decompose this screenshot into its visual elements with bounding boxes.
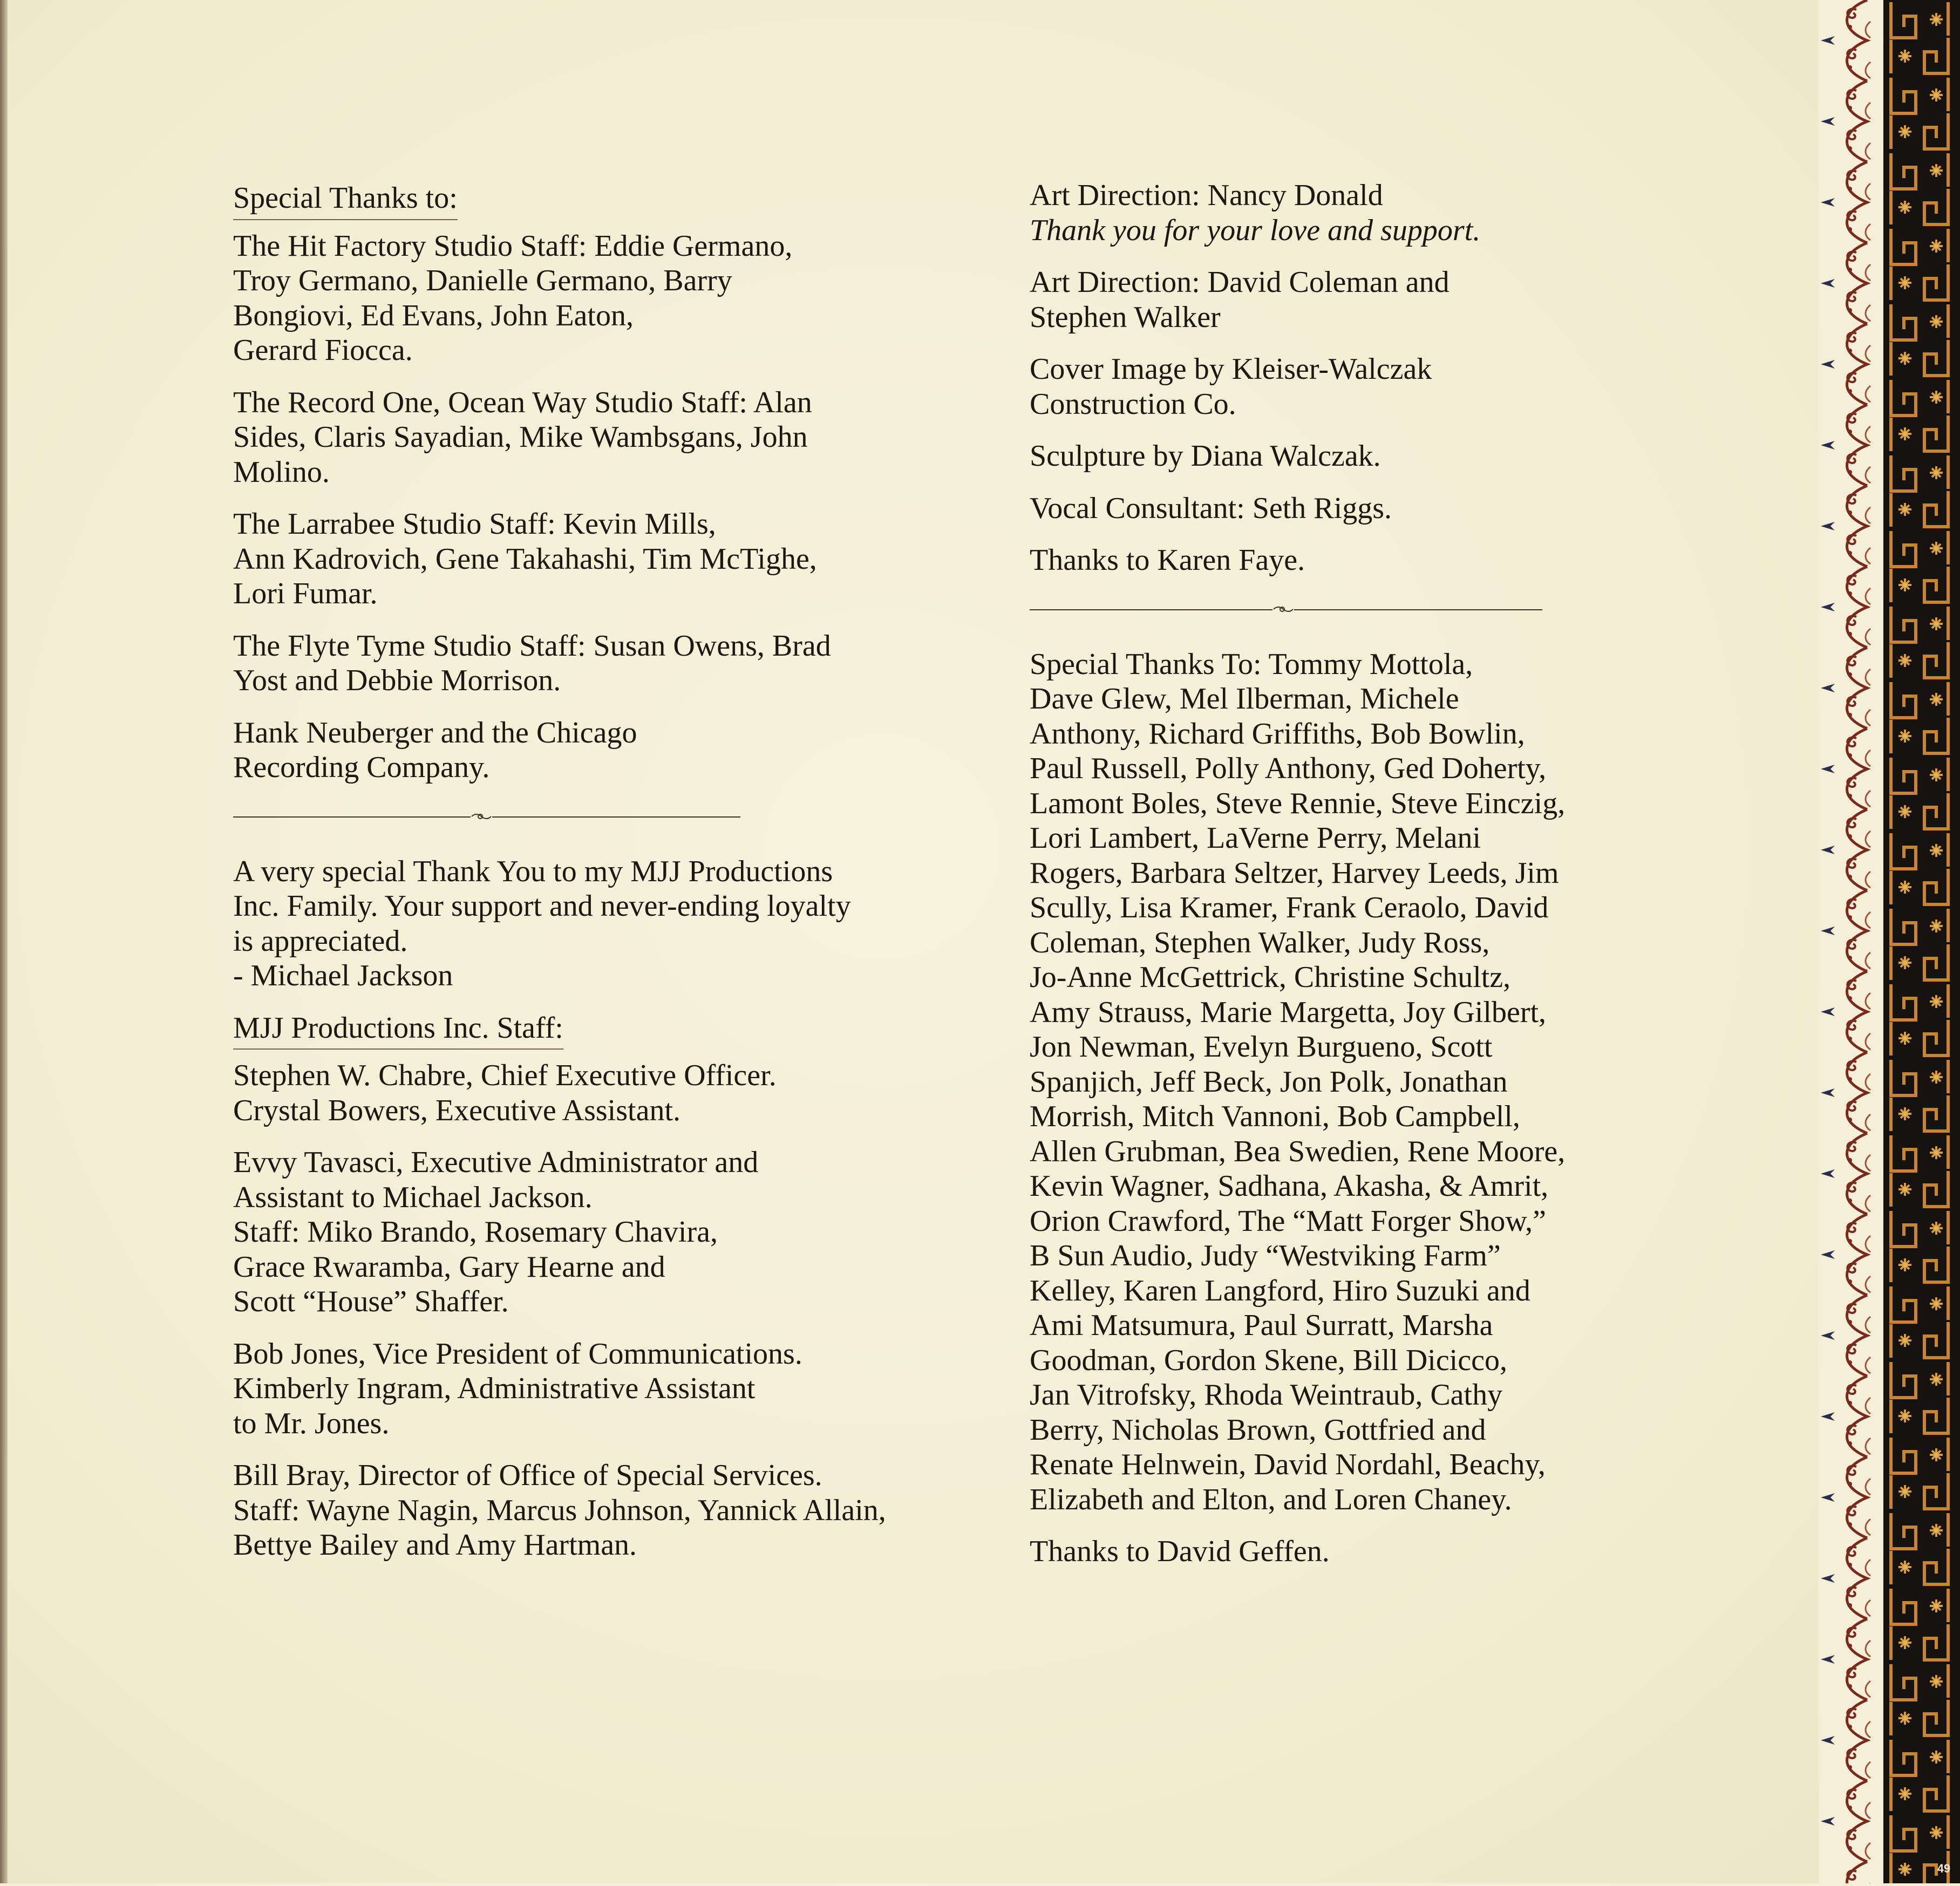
jones-credit: Bob Jones, Vice President of Communications. Kimberly Ingram, Administrative Assistant to Mr. Jones. xyxy=(233,1337,802,1440)
bray-credit: Bill Bray, Director of Office of Special Services. Staff: Wayne Nagin, Marcus Johnson, Yannick Allain, Bettye Bailey and Amy Hartman. xyxy=(233,1459,886,1562)
ornament-divider xyxy=(1030,604,1699,615)
special-thanks-heading: Special Thanks to: xyxy=(233,181,458,220)
flourish-icon xyxy=(1272,604,1294,615)
special-thanks-list: Special Thanks To: Tommy Mottola, Dave Glew, Mel Ilberman, Michele Anthony, Richard Griffiths, Bob Bowlin, Paul Russell, Polly Anthony, Ged Doherty, Lamont Boles, Steve Rennie, Steve Einczig, Lori Lambert, LaVerne Perry, Melani Rogers, Barbara Seltzer, Harvey Leeds, Jim Scully, Lisa Kramer, Frank Ceraolo, David Coleman, Stephen Walker, Judy Ross, Jo-Anne McGettrick, Christine Schultz, Amy Strauss, Marie Margetta, Joy Gilbert, Jon Newman, Evelyn Burgueno, Scott Spanjich, Jeff Beck, Jon Polk, Jonathan Morrish, Mitch Vannoni, Bob Campbell, Allen Grubman, Bea Swedien, Rene Moore, Kevin Wagner, Sadhana, Akasha, & Amrit, Orion Crawford, The “Matt Forger Show,” B Sun Audio, Judy “Westviking Farm” Kelley, Karen Langford, Hiro Suzuki and Ami Matsumura, Paul Surratt, Marsha Goodman, Gordon Skene, Bill Dicicco, Jan Vitrofsky, Rhoda Weintraub, Cathy Berry, Nicholas Brown, Gottfried and Renate Helnwein, David Nordahl, Beachy, Elizabeth and Elton, and Loren Chaney. xyxy=(1030,647,1566,1516)
greek-key-band xyxy=(1883,0,1960,1883)
art-direction-nancy: Art Direction: Nancy Donald xyxy=(1030,179,1383,212)
left-column xyxy=(233,181,956,1580)
greek-key-icon xyxy=(1883,0,1960,1883)
flyte-tyme-credit: The Flyte Tyme Studio Staff: Susan Owens, Brad Yost and Debbie Morrison. xyxy=(233,629,831,697)
cover-image-credit: Cover Image by Kleiser-Walczak Construction Co. xyxy=(1030,352,1432,421)
art-direction-coleman: Art Direction: David Coleman and Stephen Walker xyxy=(1030,265,1449,334)
sculpture-credit: Sculpture by Diana Walczak. xyxy=(1030,439,1381,473)
geffen-credit: Thanks to David Geffen. xyxy=(1030,1535,1330,1568)
hit-factory-credit: The Hit Factory Studio Staff: Eddie Germano, Troy Germano, Danielle Germano, Barry Bongiovi, Ed Evans, John Eaton, Gerard Fiocca. xyxy=(233,229,793,367)
vine-ornament xyxy=(1819,0,1883,1883)
larrabee-credit: The Larrabee Studio Staff: Kevin Mills, Ann Kadrovich, Gene Takahashi, Tim McTighe, Lori Fumar. xyxy=(233,507,817,610)
nancy-note: Thank you for your love and support. xyxy=(1030,213,1481,247)
flourish-icon xyxy=(471,811,492,822)
mjj-staff-heading: MJJ Productions Inc. Staff: xyxy=(233,1011,563,1050)
page-number: 49 xyxy=(1937,1862,1951,1875)
scroll-vine-icon xyxy=(1819,0,1883,1883)
chabre-credit: Stephen W. Chabre, Chief Executive Officer. Crystal Bowers, Executive Assistant. xyxy=(233,1059,777,1127)
right-column xyxy=(1030,178,1699,1587)
mjj-thank-you: A very special Thank You to my MJJ Productions Inc. Family. Your support and never-ending loyalty is appreciated. - Michael Jackson xyxy=(233,854,851,992)
vocal-consultant-credit: Vocal Consultant: Seth Riggs. xyxy=(1030,491,1392,525)
tavasci-credit: Evvy Tavasci, Executive Administrator and Assistant to Michael Jackson. Staff: Miko Brando, Rosemary Chavira, Grace Rwaramba, Gary Hearne and Scott “House” Shaffer. xyxy=(233,1146,759,1318)
karen-faye-credit: Thanks to Karen Faye. xyxy=(1030,543,1305,577)
hank-neuberger-credit: Hank Neuberger and the Chicago Recording Company. xyxy=(233,716,637,784)
page-binding-edge xyxy=(0,0,8,1883)
ornament-divider xyxy=(233,811,956,822)
record-one-credit: The Record One, Ocean Way Studio Staff: Alan Sides, Claris Sayadian, Mike Wambsgans, John Molino. xyxy=(233,385,812,489)
decorative-border xyxy=(1819,0,1960,1883)
